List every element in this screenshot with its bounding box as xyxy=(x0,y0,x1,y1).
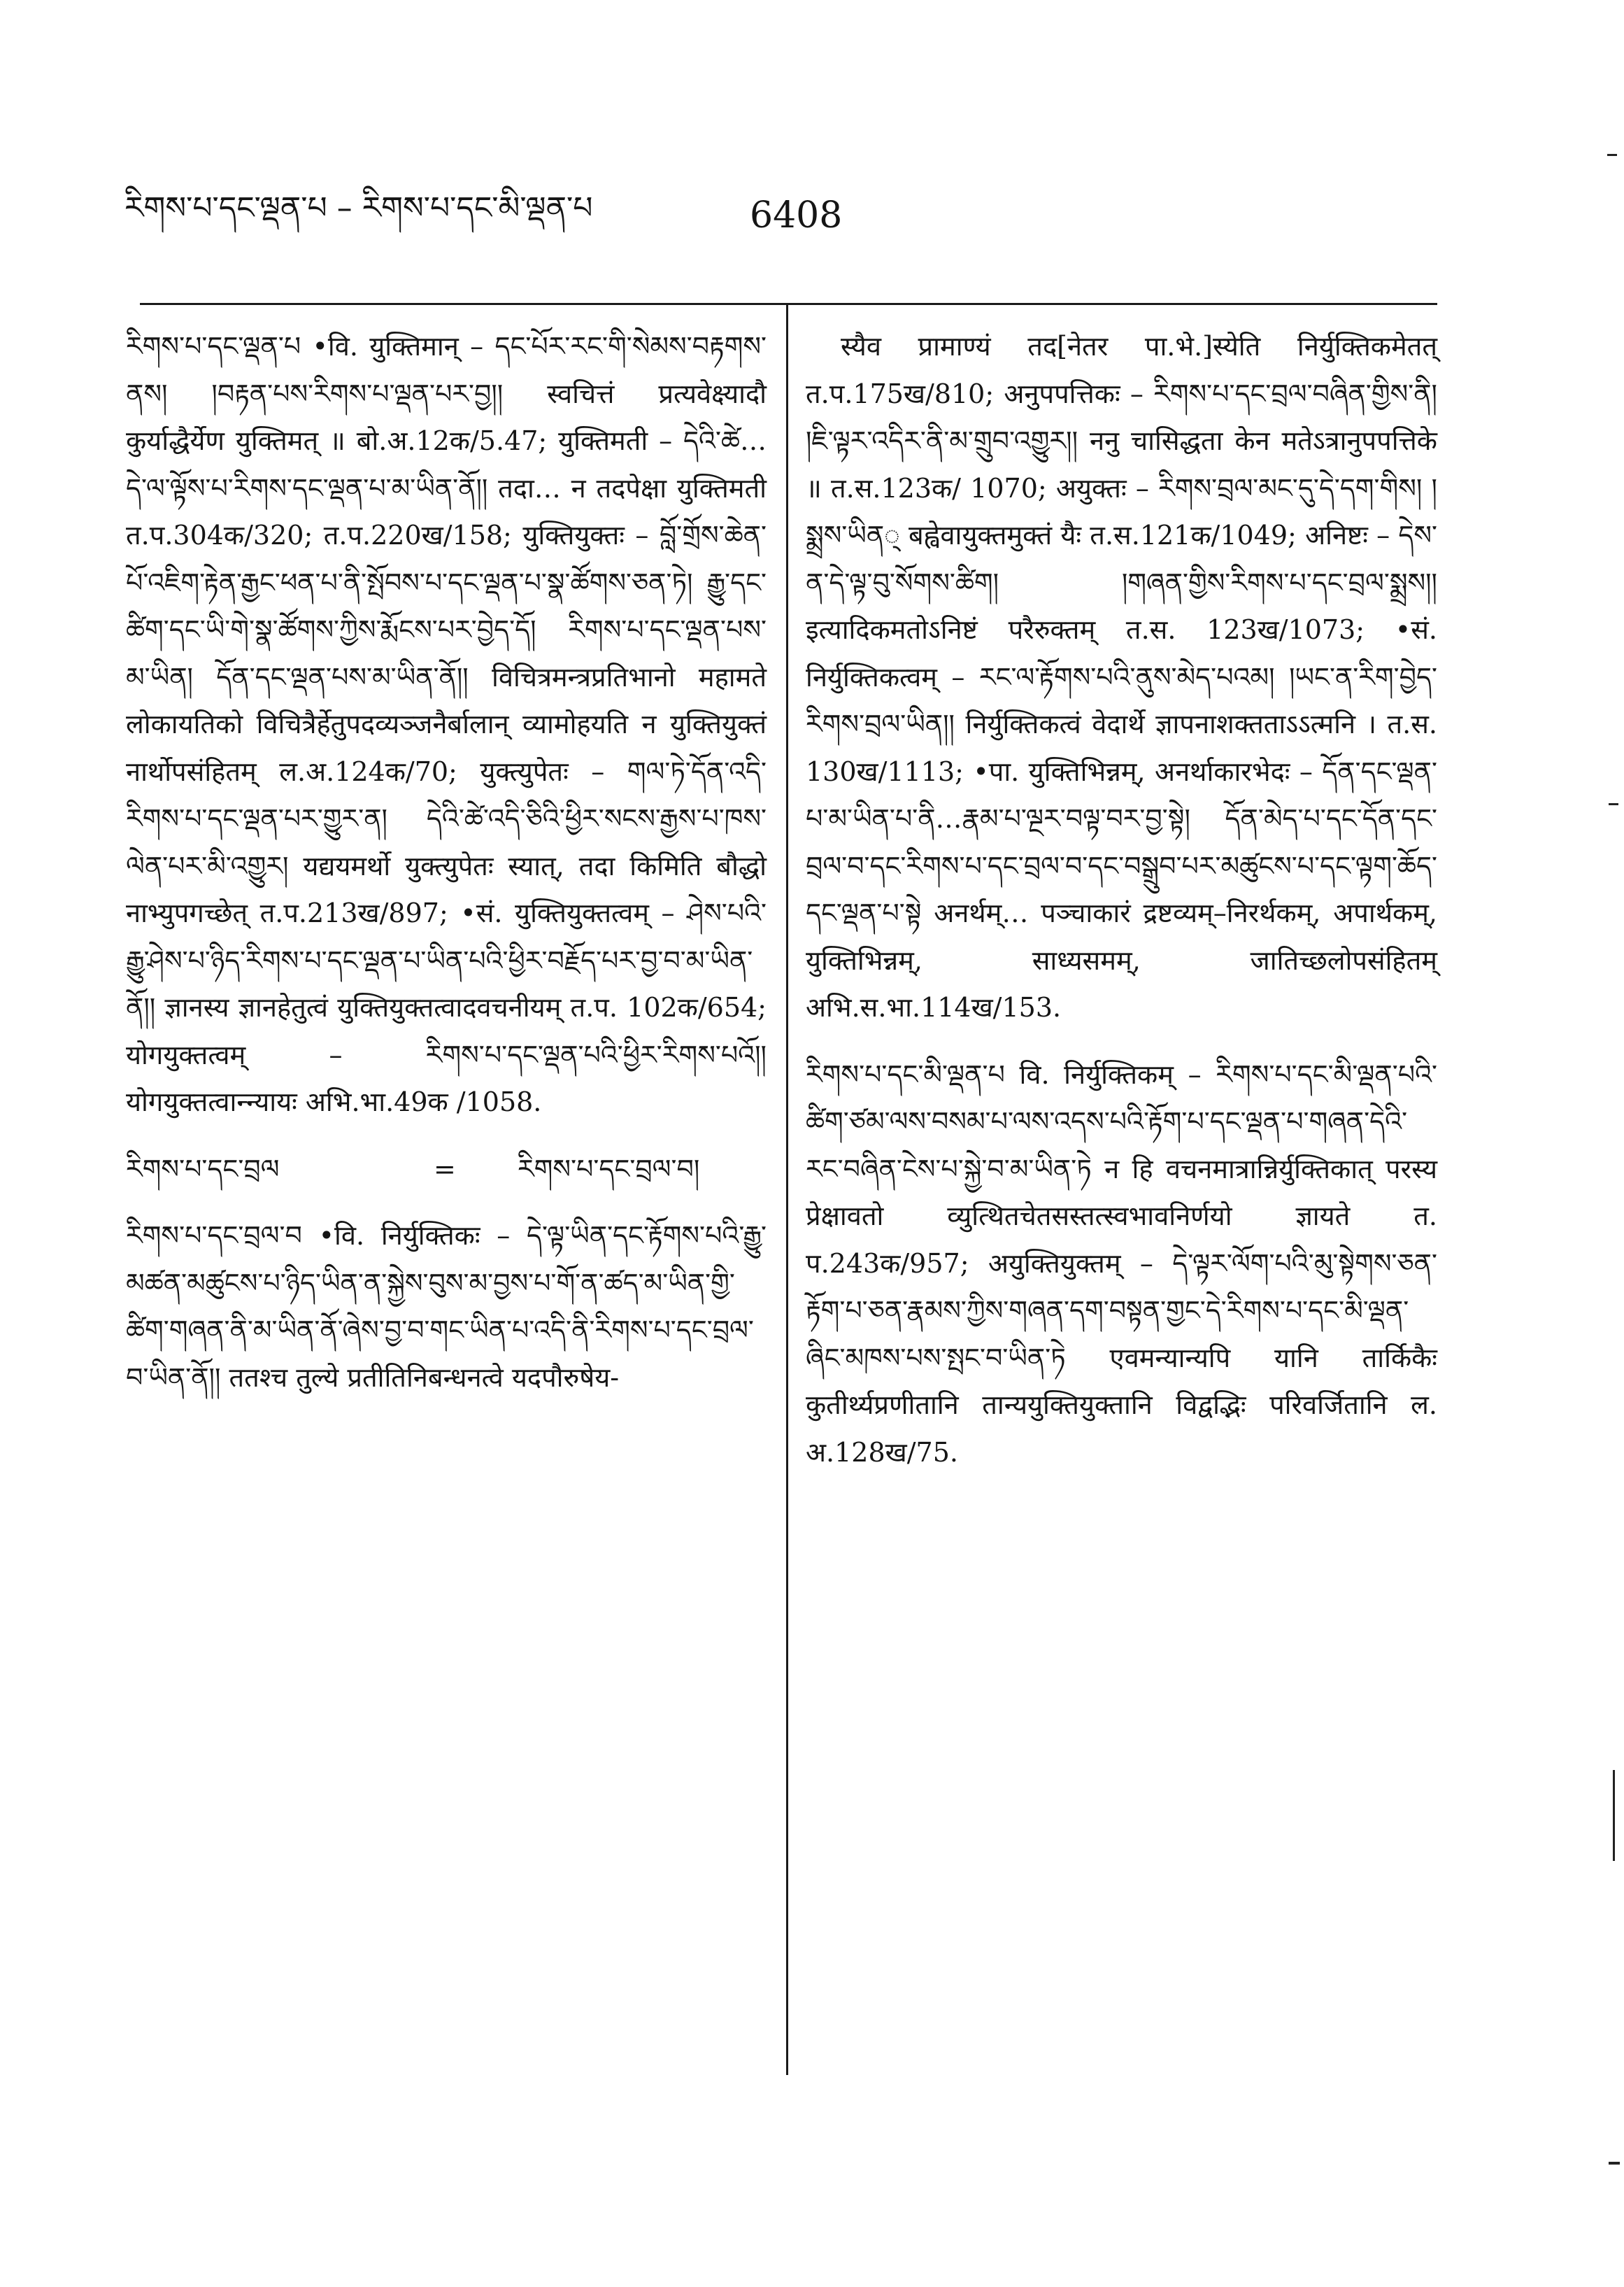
dictionary-entry: རིགས་པ་དང་མི་ལྡན་པ वि. निर्युक्तिकम् – རིགས་པ་དང་མི་ལྡན་པའི་ཚིག་ཙམ་ལས་བསམ་པ་ལས་འདས་པའི་རྟོག་པ་དང་ལྡན་པ་གཞན་དེའི་རང་བཞིན་ངེས་པ་སྐྱེ་བ་མ་ཡིན་ཏེ न हि वचनमात्रान्निर्युक्तिकात् परस्य प्रेक्षावतो व्युत्थितचेतसस्तत्स्वभावनिर्णयो ज्ञायते त. प.243क/957; अयुक्तियुक्तम् – དེ་ལྟར་ལོག་པའི་མུ་སྟེགས་ཅན་རྟོག་པ་ཅན་རྣམས་ཀྱིས་གཞན་དག་བསྟན་གྱང་དེ་རིགས་པ་དང་མི་ལྡན་ཞིང་མཁས་པས་སྤང་བ་ཡིན་ཏེ एवमन्यान्यपि यानि तार्किकैः कुतीर्थ्यप्रणीतानि तान्ययुक्तियुक्तानि विद्वद्भिः परिवर्जितानि ल. अ.128ख/75. xyxy=(806,1058,1437,1468)
crossref-target: རིགས་པ་དང་བྲལ་བ། xyxy=(518,1153,700,1184)
left-column xyxy=(126,323,767,1421)
dictionary-entry: རིགས་པ་དང་ལྡན་པ •वि. युक्तिमान् – དང་པོར་རང་གི་སེམས་བརྟགས་ནས། །བརྟན་པས་རིགས་པ་ལྡན་པར་བྱ།། स्वचित्तं प्रत्यवेक्ष्यादौ कुर्याद्धैर्येण युक्तिमत् ॥ बो.अ.12क/5.47; युक्तिमती – དེའི་ཚེ…དེ་ལ་ལྟོས་པ་རིགས་དང་ལྡན་པ་མ་ཡིན་ནོ།། तदा… न तदपेक्षा युक्तिमती त.प.304क/320; त.प.220ख/158; युक्तियुक्तः – བློ་གྲོས་ཆེན་པོ་འཇིག་རྟེན་རྒྱང་ཕན་པ་ནི་སྤོབས་པ་དང་ལྡན་པ་སྣ་ཚོགས་ཅན་ཏེ། རྒྱུ་དང་ཚིག་དང་ཡི་གེ་སྣ་ཚོགས་ཀྱིས་རྨོངས་པར་བྱེད་དོ། རིགས་པ་དང་ལྡན་པས་མ་ཡིན། དོན་དང་ལྡན་པས་མ་ཡིན་ནོ།། विचित्रमन्त्रप्रतिभानो महामते लोकायतिको विचित्रैर्हेतुपदव्यञ्जनैर्बालान् व्यामोहयति न युक्तियुक्तं नार्थोपसंहितम् ल.अ.124क/70; युक्त्युपेतः – གལ་ཏེ་དོན་འདི་རིགས་པ་དང་ལྡན་པར་གྱུར་ན། དེའི་ཚེ་འདི་ཅིའི་ཕྱིར་སངས་རྒྱས་པ་ཁས་ལེན་པར་མི་འགྱུར། यद्ययमर्थो युक्त्युपेतः स्यात्, तदा किमिति बौद्धो नाभ्युपगच्छेत् त.प.213ख/897; •सं. युक्तियुक्तत्वम् – ཤེས་པའི་རྒྱུ་ཤེས་པ་ཉིད་རིགས་པ་དང་ལྡན་པ་ཡིན་པའི་ཕྱིར་བརྗོད་པར་བྱ་བ་མ་ཡིན་ནོ།། ज्ञानस्य ज्ञानहेतुत्वं युक्तियुक्तत्वादवचनीयम् त.प. 102क/654; योगयुक्तत्वम् – རིགས་པ་དང་ལྡན་པའི་ཕྱིར་རིགས་པའོ།། योगयुक्तत्वान्न्यायः अभि.भा.49क /1058. xyxy=(126,331,767,1117)
scan-edge-mark xyxy=(1613,1770,1615,1861)
right-column xyxy=(806,323,1437,1496)
running-head: རིགས་པ་དང་ལྡན་པ – རིགས་པ་དང་མི་ལྡན་པ xyxy=(124,190,593,226)
cross-reference xyxy=(126,1146,767,1194)
header-rule xyxy=(140,303,1437,305)
crossref-equals: = xyxy=(434,1153,456,1184)
scan-edge-mark xyxy=(1607,154,1617,156)
dictionary-entry-continued: स्यैव प्रामाण्यं तद[नेतर पा.भे.]स्येति निर्युक्तिकमेतत् त.प.175ख/810; अनुपपत्तिकः – རིགས་པ་དང་བྲལ་བཞིན་གྱིས་ནི། །ཇི་ལྟར་འདིར་ནི་མ་གྲུབ་འགྱུར།། ननु चासिद्धता केन मतेऽत्रानुपपत्तिके ॥ त.स.123क/ 1070; अयुक्तः – རིགས་བྲལ་མང་དུ་དེ་དག་གིས། །སྨྲས་ཡིན् बह्वेवायुक्तमुक्तं यैः त.स.121क/1049; अनिष्टः – དེས་ན་དེ་ལྟ་བུ་སོགས་ཚིག། །གཞན་གྱིས་རིགས་པ་དང་བྲལ་སྨྲས།། इत्यादिकमतोऽनिष्टं परैरुक्तम् त.स. 123ख/1073; •सं. निर्युक्तिकत्वम् – རང་ལ་རྟོགས་པའི་ནུས་མེད་པའམ། །ཡང་ན་རིག་བྱེད་རིགས་བྲལ་ཡིན།། निर्युक्तिकत्वं वेदार्थे ज्ञापनाशक्तताऽऽत्मनि । त.स. 130ख/1113; •पा. युक्तिभिन्नम्, अनर्थाकारभेदः – དོན་དང་ལྡན་པ་མ་ཡིན་པ་ནི…རྣམ་པ་ལྔར་བལྟ་བར་བྱ་སྟེ། དོན་མེད་པ་དང་དོན་དང་བྲལ་བ་དང་རིགས་པ་དང་བྲལ་བ་དང་བསྒྲུབ་པར་མཚུངས་པ་དང་ལྟག་ཆོད་དང་ལྡན་པ་སྟེ अनर्थम्… पञ्चाकारं द्रष्टव्यम्–निरर्थकम्, अपार्थकम्, युक्तिभिन्नम्, साध्यसमम्, जातिच्छलोपसंहितम् अभि.स.भा.114ख/153. xyxy=(806,331,1437,1023)
column-divider xyxy=(786,305,788,2075)
page-number: 6408 xyxy=(750,194,843,236)
dictionary-entry: རིགས་པ་དང་བྲལ་བ •वि. निर्युक्तिकः – དེ་ལྟ་ཡིན་དང་རྟོགས་པའི་རྒྱུ་མཚན་མཚུངས་པ་ཉིད་ཡིན་ན་སྐྱེས་བུས་མ་བྱས་པ་གོ་ན་ཚད་མ་ཡིན་གྱི་ཚིག་གཞན་ནི་མ་ཡིན་ནོ་ཞེས་བྱ་བ་གང་ཡིན་པ་འདི་ནི་རིགས་པ་དང་བྲལ་བ་ཡིན་ནོ།། ततश्च तुल्ये प्रतीतिनिबन्धनत्वे यदपौरुषेय- xyxy=(126,1220,767,1393)
scan-edge-mark xyxy=(1609,803,1618,805)
crossref-headword: རིགས་པ་དང་བྲལ xyxy=(126,1153,280,1184)
scan-edge-mark xyxy=(1609,2162,1620,2165)
